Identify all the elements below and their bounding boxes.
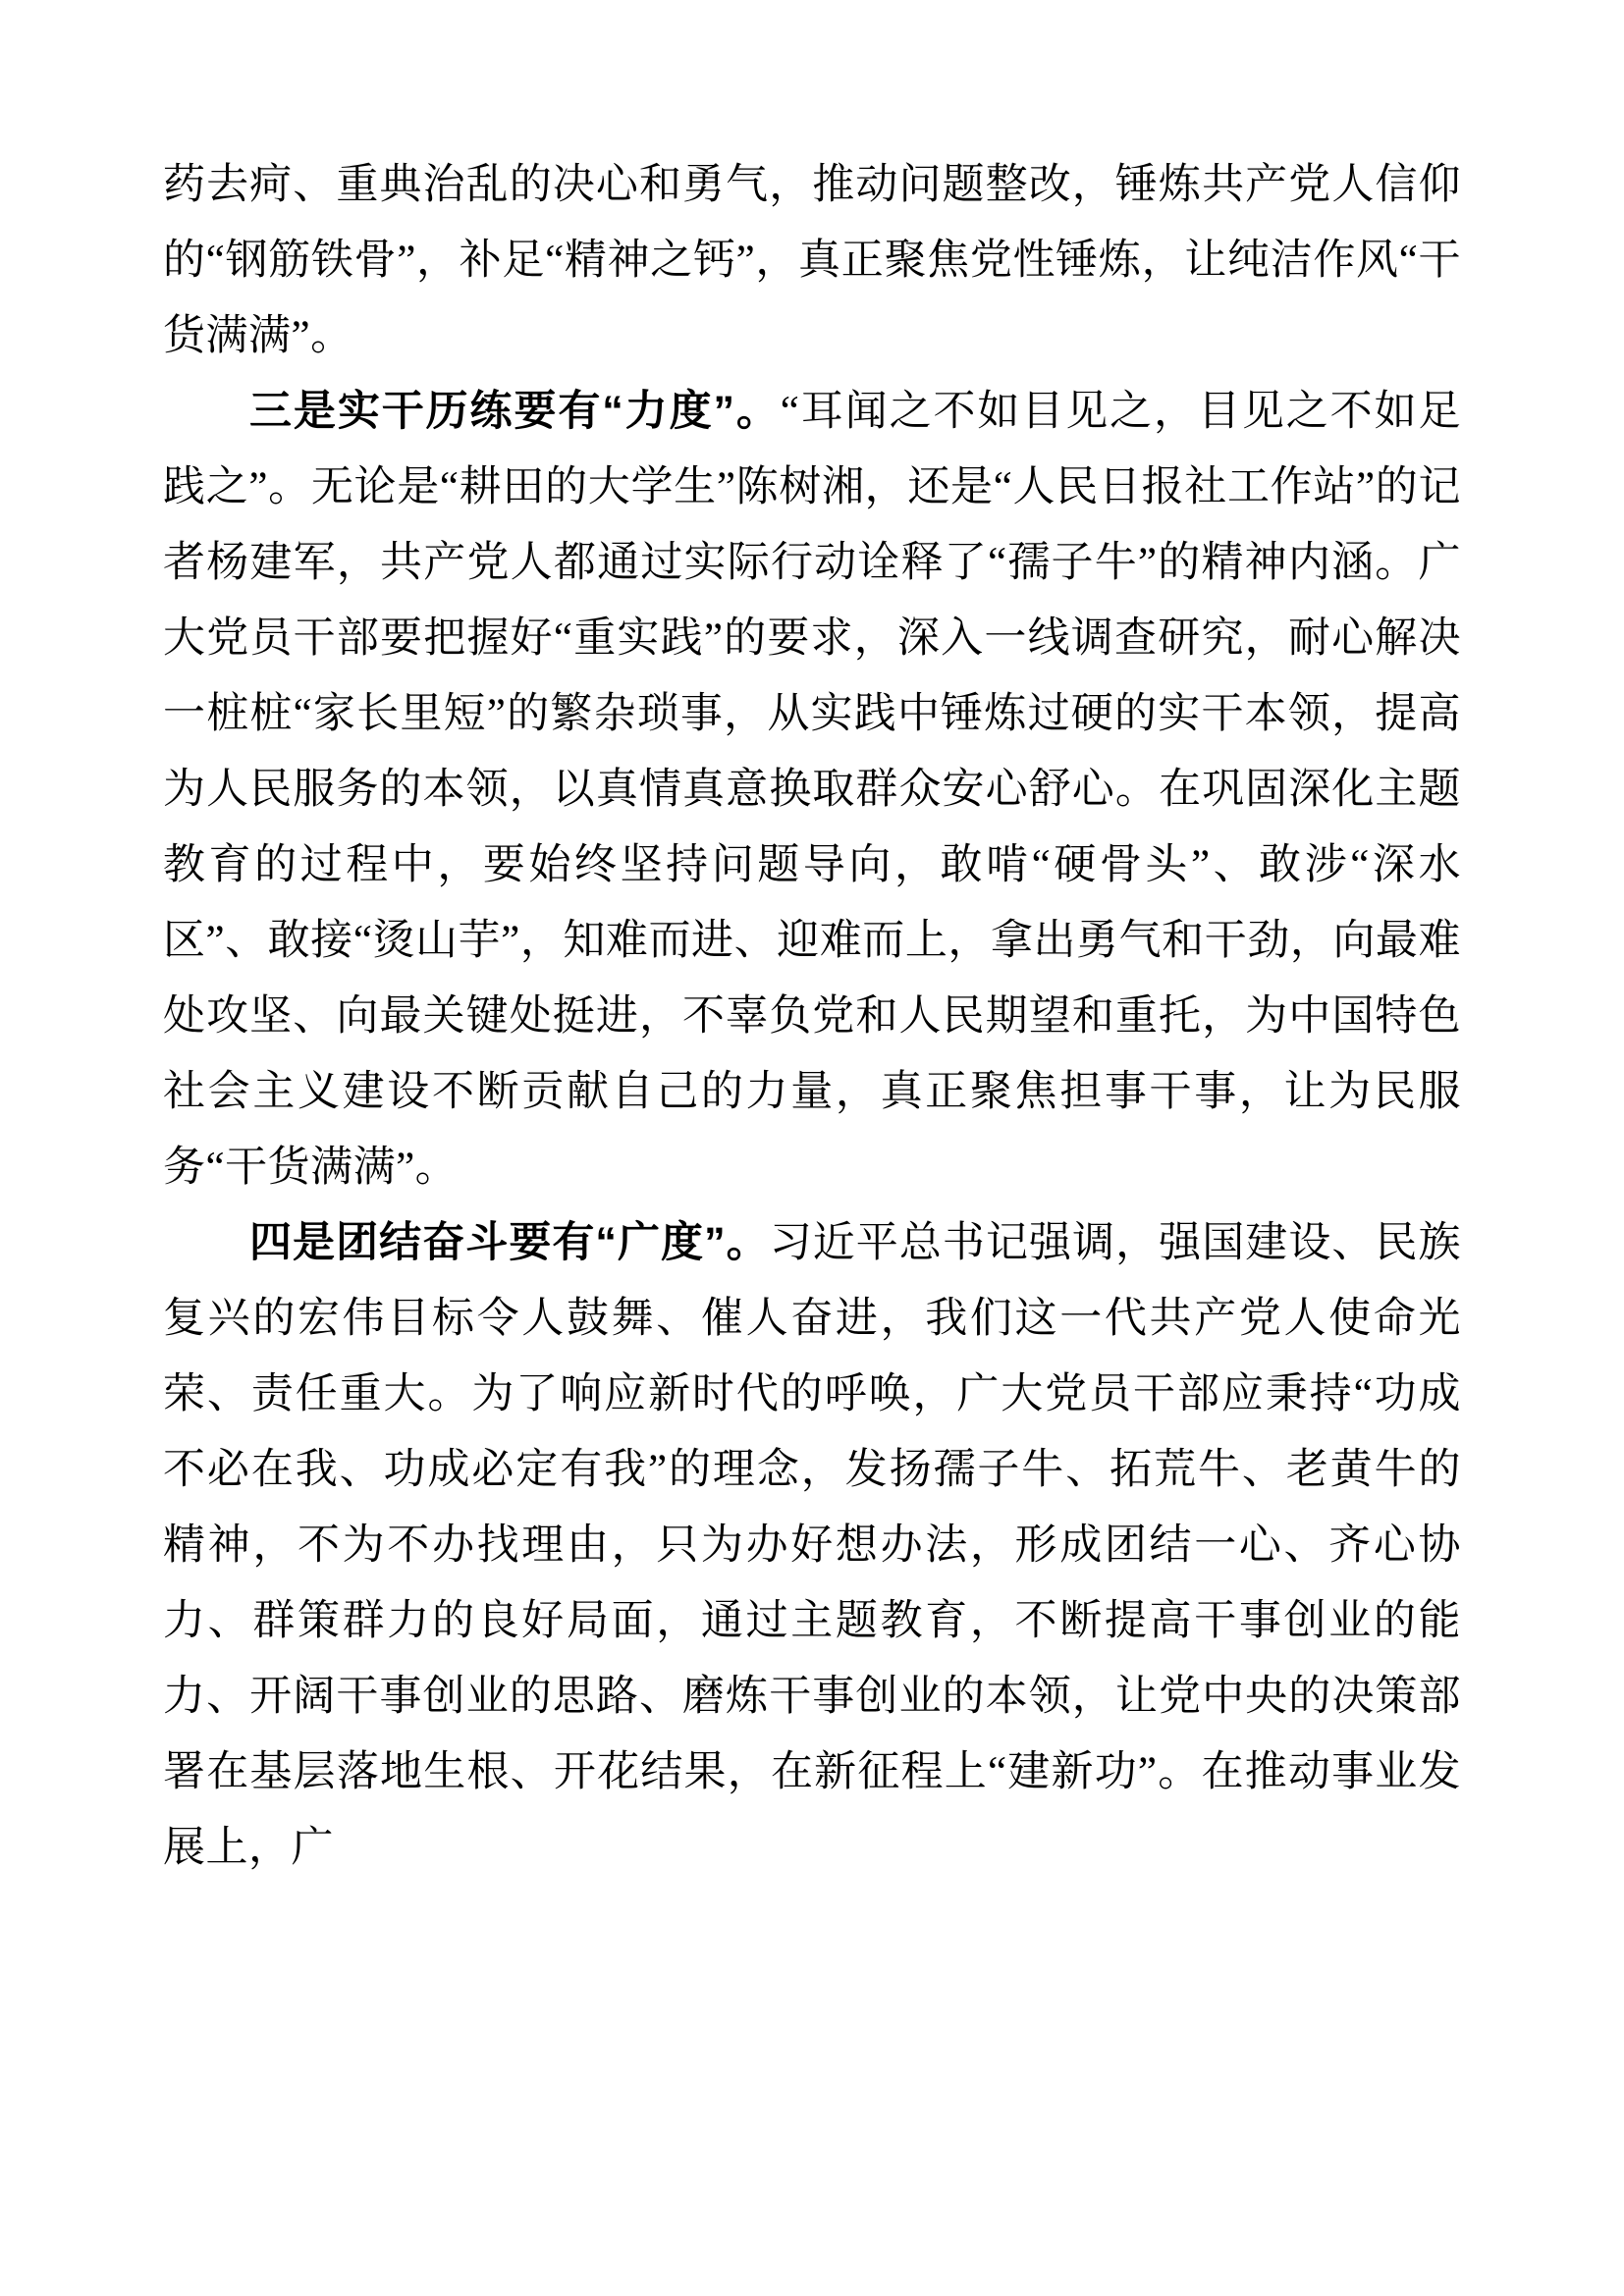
paragraph-point-four: [163, 1205, 1461, 1886]
paragraph-point-three: [163, 374, 1461, 1205]
paragraph-bold-lead: 三是实干历练要有“力度”。: [249, 388, 781, 435]
paragraph-bold-lead: 四是团结奋斗要有“广度”。: [249, 1219, 770, 1266]
paragraph-continuation: [163, 147, 1461, 374]
paragraph-body-text: 习近平总书记强调，强国建设、民族复兴的宏伟目标令人鼓舞、催人奋进，我们这一代共产党人使命光荣、责任重大。为了响应新时代的呼唤，广大党员干部应秉持“功成不必在我、功成必定有我”的理念，发扬孺子牛、拓荒牛、老黄牛的精神，不为不办找理由，只为办好想办法，形成团结一心、齐心协力、群策群力的良好局面，通过主题教育，不断提高干事创业的能力、开阔干事创业的思路、磨炼干事创业的本领，让党中央的决策部署在基层落地生根、开花结果，在新征程上“建新功”。在推动事业发展上，广: [163, 1220, 1462, 1871]
paragraph-body-text: 药去疴、重典治乱的决心和勇气，推动问题整改，锤炼共产党人信仰的“钢筋铁骨”，补足“精神之钙”，真正聚焦党性锤炼，让纯洁作风“干货满满”。: [163, 162, 1461, 359]
paragraph-body-text: “耳闻之不如目见之，目见之不如足践之”。无论是“耕田的大学生”陈树湘，还是“人民日报社工作站”的记者杨建军，共产党人都通过实际行动诠释了“孺子牛”的精神内涵。广大党员干部要把握好“重实践”的要求，深入一线调查研究，耐心解决一桩桩“家长里短”的繁杂琐事，从实践中锤炼过硬的实干本领，提高为人民服务的本领，以真情真意换取群众安心舒心。在巩固深化主题教育的过程中，要始终坚持问题导向，敢啃“硬骨头”、敢涉“深水区”、敢接“烫山芋”，知难而进、迎难而上，拿出勇气和干劲，向最难处攻坚、向最关键处挺进，不辜负党和人民期望和重托，为中国特色社会主义建设不断贡献自己的力量，真正聚焦担事干事，让为民服务“干货满满”。: [163, 389, 1461, 1191]
